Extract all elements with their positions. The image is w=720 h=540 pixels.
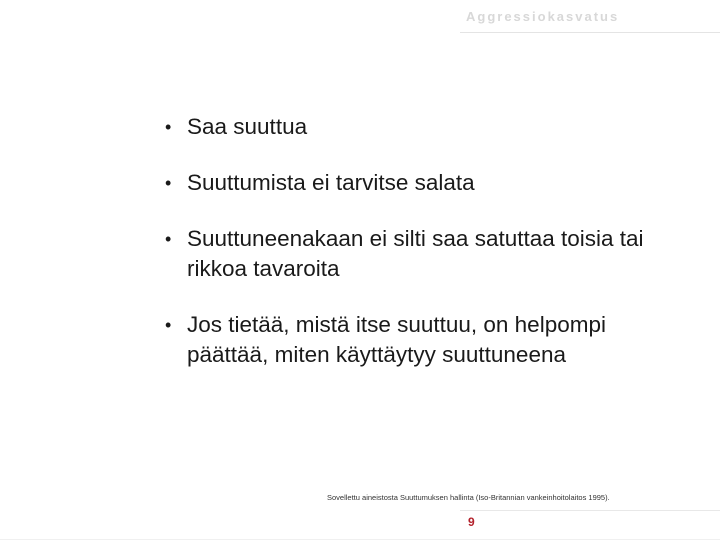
bullet-list	[165, 112, 685, 396]
bullet-marker: •	[165, 315, 172, 335]
header-divider	[460, 32, 720, 33]
source-note: Sovellettu aineistosta Suuttumuksen hallinta (Iso-Britannian vankeinhoitolaitos 1995).	[327, 493, 610, 502]
bullet-item	[165, 224, 685, 284]
bullet-marker: •	[165, 117, 172, 137]
bullet-marker: •	[165, 173, 172, 193]
bullet-item	[165, 310, 685, 370]
header-title: Aggressiokasvatus	[466, 9, 620, 24]
bullet-item	[165, 168, 685, 198]
bullet-text: Suuttuneenakaan ei silti saa satuttaa toisia tai rikkoa tavaroita	[187, 226, 644, 281]
bullet-marker: •	[165, 229, 172, 249]
footer-divider	[460, 510, 720, 511]
bullet-text: Saa suuttua	[187, 114, 308, 139]
bullet-item	[165, 112, 685, 142]
bullet-text: Suuttumista ei tarvitse salata	[187, 170, 475, 195]
bullet-text: Jos tietää, mistä itse suuttuu, on helpompi päättää, miten käyttäytyy suuttuneena	[187, 312, 606, 367]
page-number: 9	[468, 515, 475, 529]
